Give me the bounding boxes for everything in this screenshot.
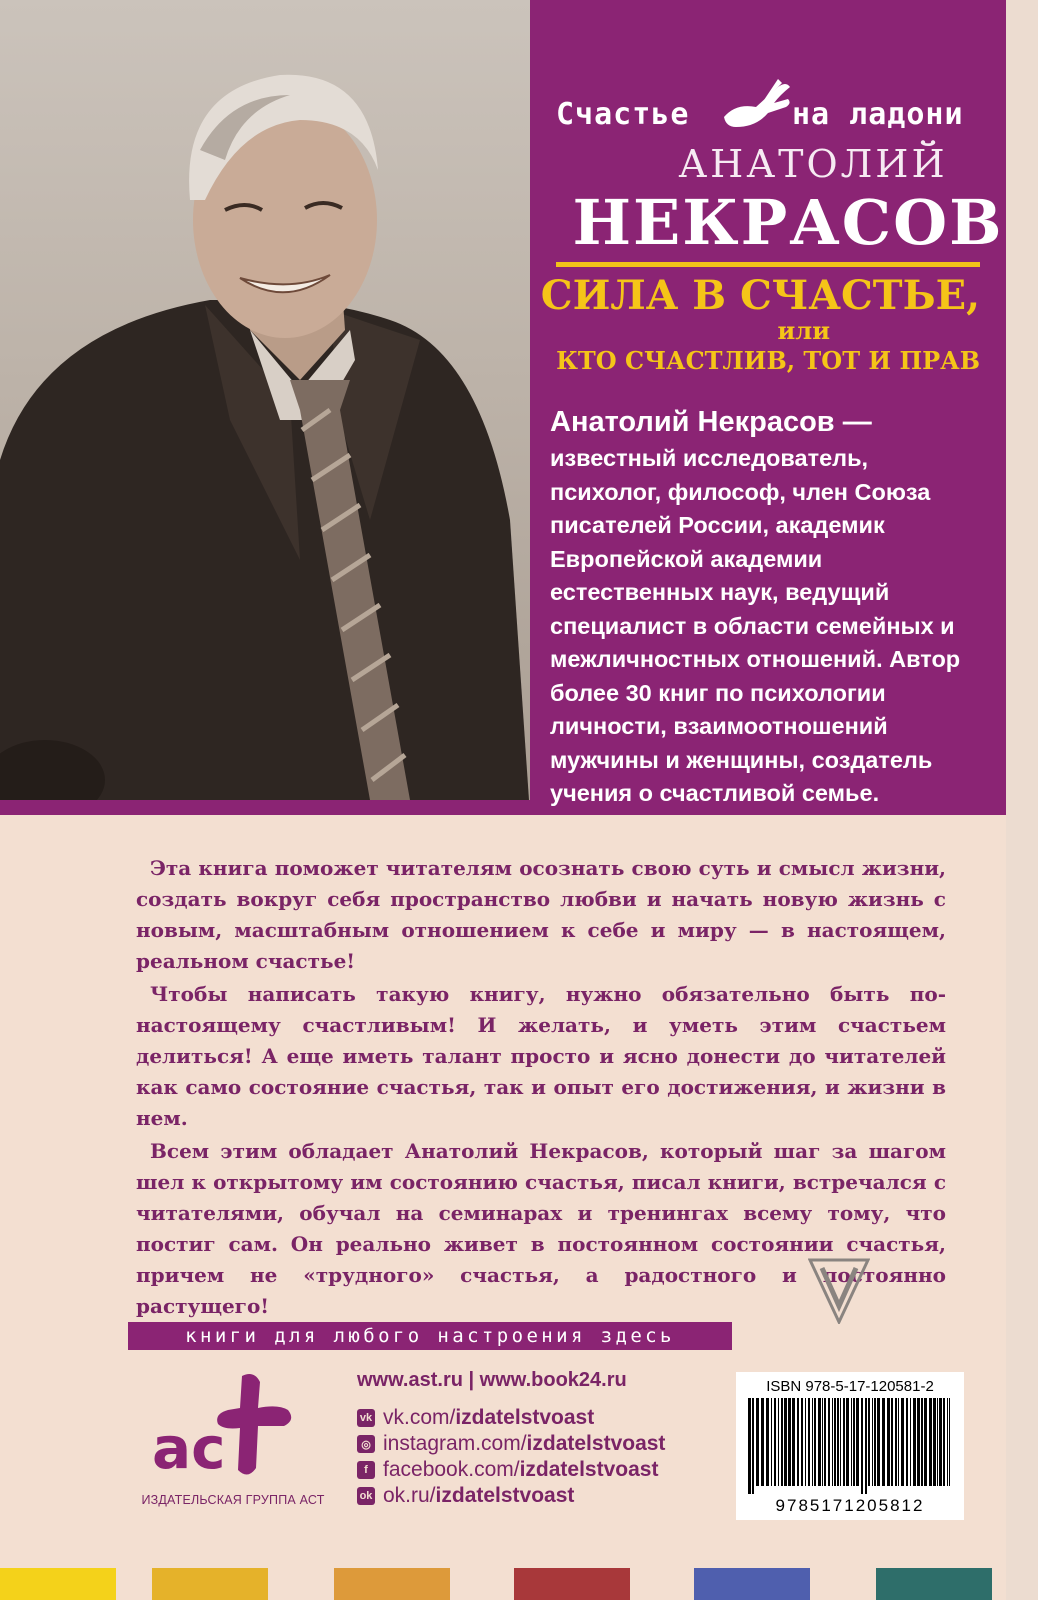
barcode-bar xyxy=(913,1398,916,1486)
barcode-bar xyxy=(781,1398,783,1486)
barcode-bar xyxy=(874,1398,876,1486)
barcode-bar xyxy=(797,1398,799,1486)
barcode-bar xyxy=(843,1398,845,1486)
series-word-1: Счастье xyxy=(556,97,690,132)
barcode-bar xyxy=(872,1398,873,1486)
barcode-bar xyxy=(771,1398,772,1486)
barcode-bar xyxy=(891,1398,893,1486)
series-word-2: на ладони xyxy=(792,97,964,132)
social-link-odnoklassniki[interactable] xyxy=(357,1484,574,1508)
barcode-bar xyxy=(917,1398,920,1486)
barcode-bar xyxy=(898,1398,899,1486)
author-bio xyxy=(550,402,980,811)
barcode-bar xyxy=(834,1398,836,1486)
barcode-bar xyxy=(792,1398,795,1486)
description-paragraph: Всем этим обладает Анатолий Некрасов, который шаг за шагом шел к открытому им состоянию счастья, писал книги, встречался с читателями, обучал на семинарах и тренингах всему тому, что постиг сам. Он реально живет в постоянном состоянии счастья, причем не «трудного» счастья, а радостного и постоянно растущего! xyxy=(136,1139,946,1318)
barcode-bar xyxy=(939,1398,942,1486)
publisher-group-name: ИЗДАТЕЛЬСКАЯ ГРУППА АСТ xyxy=(141,1493,325,1507)
barcode-bar xyxy=(812,1398,813,1486)
social-prefix: vk.com/ xyxy=(383,1406,456,1429)
social-link-instagram[interactable] xyxy=(357,1432,665,1456)
barcode-bar xyxy=(846,1398,849,1486)
barcode-bar xyxy=(756,1398,759,1486)
barcode-bar xyxy=(748,1398,751,1494)
author-photo xyxy=(0,0,530,815)
barcode-bar xyxy=(824,1398,826,1486)
barcode-bar xyxy=(805,1398,806,1486)
barcode-bar xyxy=(943,1398,945,1486)
barcode-bar xyxy=(882,1398,885,1486)
bio-body: известный исследователь, психолог, философ, член Союза писателей России, академик Европейской академии естественных наук, ведущий специалист в области семейных и межличностных отношений. Автор более 30 книг по психологии личности, взаимоотношений мужчины и женщины, создатель учения о счастливой семье. xyxy=(550,445,961,806)
gold-divider xyxy=(556,262,980,267)
color-tab xyxy=(514,1568,630,1600)
barcode-bar xyxy=(766,1398,769,1486)
barcode-bar xyxy=(808,1398,810,1486)
book-subtitle: КТО СЧАСТЛИВ, ТОТ И ПРАВ xyxy=(556,346,980,375)
barcode-bar xyxy=(861,1398,863,1494)
author-first-name: АНАТОЛИЙ xyxy=(678,142,948,186)
social-handle: izdatelstvoast xyxy=(526,1432,666,1455)
social-handle: izdatelstvoast xyxy=(435,1484,575,1507)
barcode-bars xyxy=(744,1398,956,1494)
barcode-bar xyxy=(933,1398,936,1486)
description-paragraph: Чтобы написать такую книгу, нужно обязательно быть по-настоящему счастливым! И желать, и уметь этим счастьем делиться! А еще иметь талант просто и ясно донести до читателей как само состояние счастья, так и опыт его достижения, и жизни в нем. xyxy=(136,982,946,1130)
book-title: СИЛА В СЧАСТЬЕ, xyxy=(540,272,980,319)
barcode-bar xyxy=(840,1398,841,1486)
barcode-bar xyxy=(853,1398,855,1486)
series-logo xyxy=(556,95,976,139)
hand-dove-icon xyxy=(716,73,796,133)
barcode-bar xyxy=(906,1398,908,1486)
barcode-bar xyxy=(778,1398,779,1486)
barcode-bar xyxy=(901,1398,904,1486)
publisher-websites[interactable]: www.ast.ru | www.book24.ru xyxy=(357,1369,627,1391)
social-handle: izdatelstvoast xyxy=(519,1458,659,1481)
color-tab xyxy=(152,1568,268,1600)
barcode-bar xyxy=(921,1398,923,1486)
bio-lead: Анатолий Некрасов — xyxy=(550,406,872,438)
barcode-bar xyxy=(868,1398,870,1486)
vk-icon: vk xyxy=(357,1409,375,1427)
barcode-bar xyxy=(851,1398,852,1486)
barcode-bar xyxy=(887,1398,890,1486)
color-tab xyxy=(876,1568,992,1600)
barcode-bar xyxy=(788,1398,791,1486)
social-prefix: ok.ru/ xyxy=(383,1484,436,1507)
barcode-bar xyxy=(801,1398,803,1486)
color-tab xyxy=(334,1568,450,1600)
barcode-bar xyxy=(818,1398,821,1486)
social-handle: izdatelstvoast xyxy=(455,1406,595,1429)
spine-margin xyxy=(1006,0,1038,1600)
barcode-bar xyxy=(774,1398,776,1486)
odnoklassniki-icon: ok xyxy=(357,1487,375,1505)
barcode-bar xyxy=(837,1398,839,1486)
barcode-bar xyxy=(865,1398,867,1494)
social-prefix: facebook.com/ xyxy=(383,1458,520,1481)
barcode-bar xyxy=(828,1398,830,1486)
author-last-name: НЕКРАСОВ xyxy=(572,186,1004,259)
ast-publisher-logo xyxy=(150,1368,310,1488)
ast-logo-text: ac xyxy=(152,1414,226,1482)
barcode-bar xyxy=(947,1398,948,1486)
barcode-bar xyxy=(752,1398,754,1494)
instagram-icon: ◎ xyxy=(357,1435,375,1453)
mood-banner: книги для любого настроения здесь xyxy=(128,1322,732,1350)
color-tab xyxy=(694,1568,810,1600)
barcode-bar xyxy=(856,1398,859,1486)
barcode-bar xyxy=(929,1398,932,1486)
isbn-number: ISBN 978-5-17-120581-2 xyxy=(766,1378,934,1395)
social-prefix: instagram.com/ xyxy=(383,1432,527,1455)
description-paragraph: Эта книга поможет читателям осознать свою суть и смысл жизни, создать вокруг себя пространство любви и начать новую жизнь с новым, масштабным отношением к себе и миру — в настоящем, реальном счастье! xyxy=(136,856,946,973)
barcode-bar xyxy=(761,1398,764,1486)
barcode-bar xyxy=(822,1398,823,1486)
social-link-vk[interactable] xyxy=(357,1406,594,1430)
barcode-bar xyxy=(784,1398,787,1486)
barcode-bar xyxy=(924,1398,927,1486)
barcode-bar xyxy=(895,1398,897,1486)
book-title-or: или xyxy=(777,316,830,345)
isbn-barcode xyxy=(736,1372,964,1520)
barcode-digits: 9785171205812 xyxy=(775,1496,925,1515)
v-triangle-logo xyxy=(808,1258,870,1324)
barcode-bar xyxy=(814,1398,816,1486)
barcode-bar xyxy=(832,1398,833,1486)
barcode-bar xyxy=(910,1398,911,1486)
book-description xyxy=(136,853,946,1324)
barcode-bar xyxy=(949,1398,950,1486)
barcode-bar xyxy=(877,1398,880,1486)
social-link-facebook[interactable] xyxy=(357,1458,658,1482)
color-tab xyxy=(0,1568,116,1600)
barcode-bar xyxy=(937,1398,938,1486)
facebook-icon: f xyxy=(357,1461,375,1479)
